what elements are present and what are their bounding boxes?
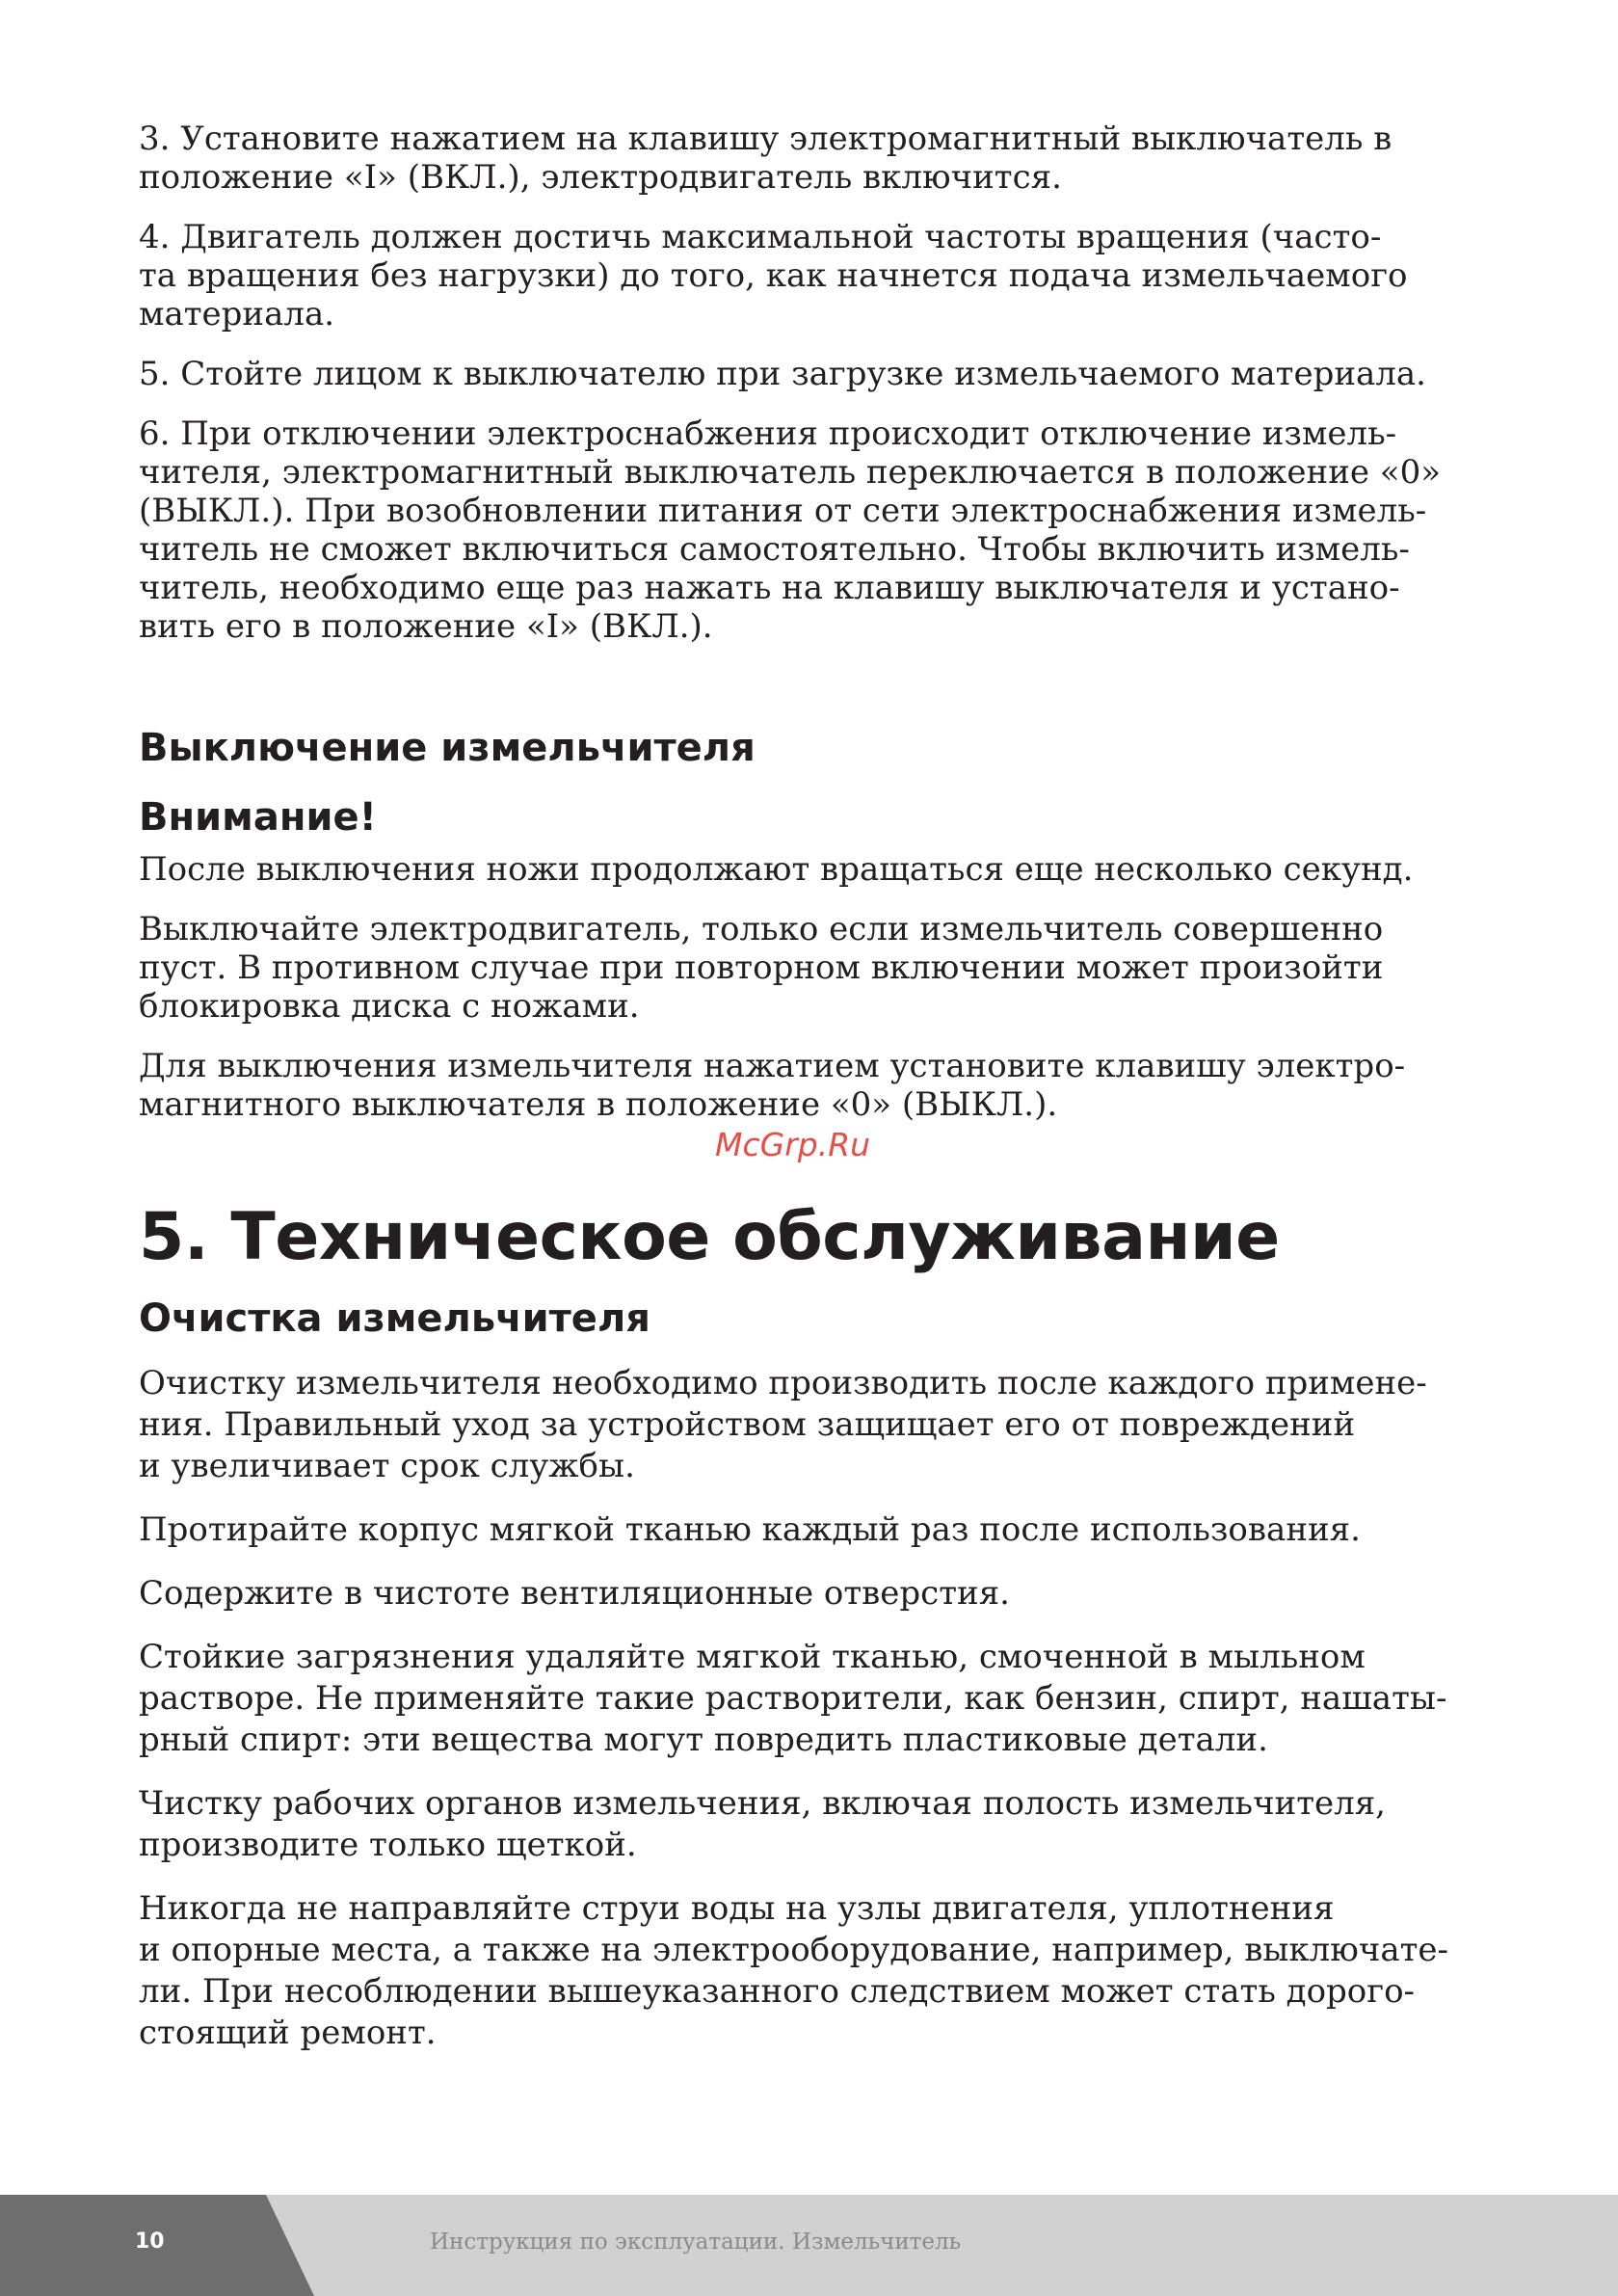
cleaning-paragraph-3: Содержите в чистоте вентиляционные отверстия. (139, 1574, 1010, 1613)
shutdown-heading: Выключение измельчителя (139, 726, 756, 770)
page-number: 10 (135, 2229, 165, 2254)
cleaning-paragraph-2: Протирайте корпус мягкой тканью каждый раз после использования. (139, 1510, 1361, 1549)
page-footer (0, 2195, 1618, 2296)
shutdown-paragraph-2: Выключайте электродвигатель, только если измельчитель совершенно пуст. В противном случае при повторном включении может произойти блокировка диска с ножами. (139, 910, 1384, 1026)
footer-document-title: Инструкция по эксплуатации. Измельчитель (430, 2229, 962, 2255)
section-title: 5. Техническое обслуживание (139, 1199, 1280, 1275)
shutdown-paragraph-3: Для выключения измельчителя нажатием установите клавишу электро- магнитного выключателя в положение «0» (ВЫКЛ.). (139, 1047, 1406, 1124)
cleaning-paragraph-1: Очистку измельчителя необходимо производить после каждого примене- ния. Правильный уход за устройством защищает его от повреждений и увеличивает срок службы. (139, 1364, 1427, 1485)
step-3-paragraph: 3. Установите нажатием на клавишу электромагнитный выключатель в положение «I» (ВКЛ.), электродвигатель включится. (139, 120, 1393, 197)
step-6-paragraph: 6. При отключении электроснабжения происходит отключение измель- чителя, электромагнитный выключатель переключается в положение «0» (ВЫКЛ.). При возобновлении питания от сети электроснабжения измель- читель не сможет включиться самостоятельно. Чтобы включить измель- читель, необходимо еще раз нажать на клавишу выключателя и устано- вить его в положение «I» (ВКЛ.). (139, 414, 1442, 646)
warning-heading: Внимание! (139, 795, 377, 840)
cleaning-paragraph-5: Чистку рабочих органов измельчения, включая полость измельчителя, производите только щеткой. (139, 1784, 1386, 1864)
watermark-text: McGrp.Ru (715, 1126, 871, 1163)
cleaning-subheading: Очистка измельчителя (139, 1296, 650, 1341)
step-4-paragraph: 4. Двигатель должен достичь максимальной частоты вращения (часто- та вращения без нагрузки) до того, как начнется подача измельчаемого материала. (139, 218, 1408, 334)
cleaning-paragraph-4: Стойкие загрязнения удаляйте мягкой тканью, смоченной в мыльном растворе. Не применяйте такие растворители, как бензин, спирт, нашаты- рный спирт: эти вещества могут повредить пластиковые детали. (139, 1638, 1447, 1759)
page-content (139, 120, 1488, 2054)
cleaning-paragraph-6: Никогда не направляйте струи воды на узлы двигателя, уплотнения и опорные места, а также на электрооборудование, например, выключате- ли. При несоблюдении вышеуказанного следствием может стать дорого- стоящий ремонт. (139, 1889, 1449, 2052)
shutdown-paragraph-1: После выключения ножи продолжают вращаться еще несколько секунд. (139, 850, 1414, 889)
step-5-paragraph: 5. Стойте лицом к выключателю при загрузке измельчаемого материала. (139, 355, 1426, 393)
